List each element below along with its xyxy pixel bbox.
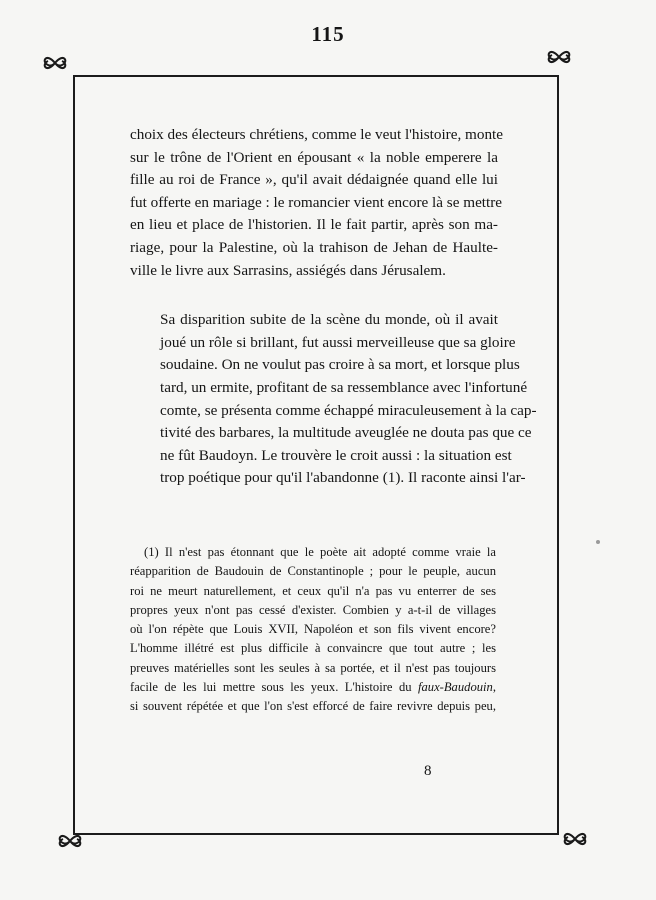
text-line: tard, un ermite, profitant de sa ressemblance avec l'infortuné (160, 378, 528, 396)
text-line: Sa disparition subite de la scène du monde, où il avait (160, 311, 498, 329)
footnote-line: L'homme illétré est plus difficile à convaincre que tout autre ; les (130, 641, 496, 656)
footnote-line: si souvent répétée et que l'on s'est efforcé de faire revivre depuis peu, (130, 699, 496, 714)
footnote-line (130, 678, 496, 697)
text-line: riage, pour la Palestine, où la trahison de Jehan de Haulte- (130, 238, 498, 256)
text-line: fut offerte en mariage : le romancier vient encore là se mettre (130, 193, 503, 211)
paragraph (130, 309, 537, 490)
footnote-text: facile de les lui mettre sous les yeux. L'histoire du (130, 680, 412, 695)
text-line: ville le livre aux Sarrasins, assiégés dans Jérusalem. (130, 261, 446, 279)
footnote-line: propres yeux n'ont pas cessé d'exister. Combien y a-t-il de villages (130, 602, 496, 617)
corner-ornament-icon (57, 828, 83, 854)
footnote-italic-title: faux-Baudouin (417, 680, 493, 695)
footnote-line: preuves matérielles sont les seules à sa portée, et il n'est pas toujours (130, 660, 496, 675)
text-line: comte, se présenta comme échappé miraculeusement à la cap- (160, 401, 537, 419)
body-text (130, 124, 537, 490)
footnote-line: roi ne meurt naturellement, et ceux qu'il n'a pas vu enterrer de ses (130, 583, 496, 598)
signature-mark: 8 (424, 763, 432, 779)
text-line: sur le trône de l'Orient en épousant « la noble emperere la (130, 148, 498, 166)
footnote (130, 543, 496, 717)
text-line: ne fût Baudoyn. Le trouvère le croit aussi : la situation est (160, 446, 512, 464)
text-line: soudaine. On ne voulut pas croire à sa mort, et lorsque plus (160, 356, 520, 374)
paper-speck (596, 540, 600, 544)
footnote-punctuation: , (492, 680, 496, 695)
page-number: 115 (311, 22, 345, 46)
corner-ornament-icon (562, 826, 588, 852)
corner-ornament-icon (42, 50, 68, 76)
paragraph (130, 124, 504, 282)
footnote-line: réapparition de Baudouin de Constantinople ; pour le peuple, aucun (130, 564, 496, 579)
text-line: choix des électeurs chrétiens, comme le veut l'histoire, monte (130, 126, 504, 143)
text-line: joué un rôle si brillant, fut aussi merveilleuse que sa gloire (160, 333, 516, 351)
footnote-line: où l'on répète que Louis XVII, Napoléon et son fils vivent encore? (130, 622, 496, 637)
text-line: fille au roi de France », qu'il avait dédaignée quand elle lui (130, 171, 498, 189)
text-line: tivité des barbares, la multitude aveuglée ne douta pas que ce (160, 424, 532, 442)
text-line: en lieu et place de l'historien. Il le fait partir, après son ma- (130, 216, 498, 234)
footnote-line: (1) Il n'est pas étonnant que le poète ait adopté comme vraie la (144, 545, 496, 559)
text-line: trop poétique pour qu'il l'abandonne (1). Il raconte ainsi l'ar- (160, 469, 526, 487)
corner-ornament-icon (546, 44, 572, 70)
